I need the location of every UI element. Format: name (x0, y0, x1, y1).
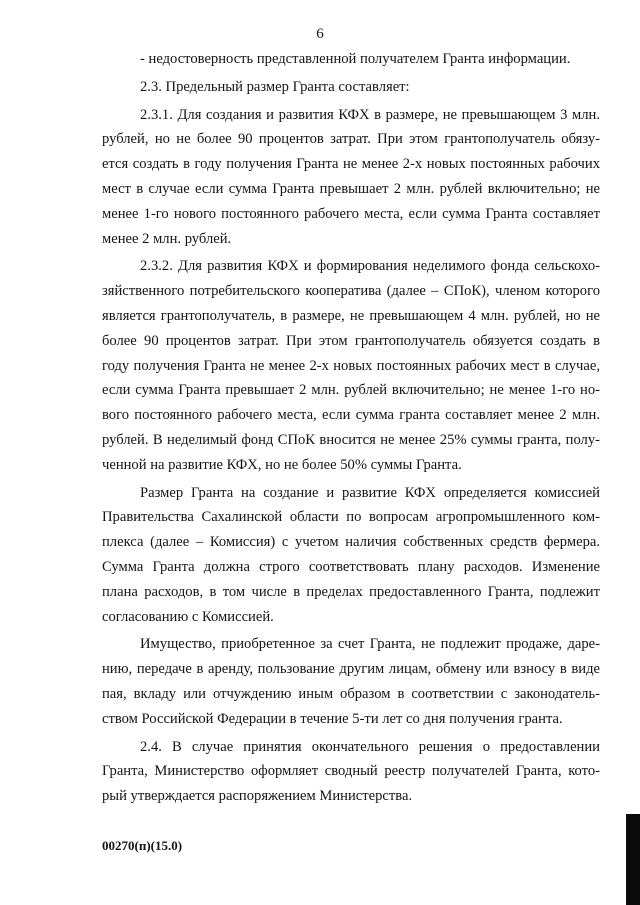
paragraph-2-3-heading (102, 75, 600, 100)
text-line: Сумма Гранта должна строго соответствовать плану расходов. Изменение (102, 558, 600, 575)
text-line: Имущество, приобретенное за счет Гранта, не подлежит продаже, даре- (140, 636, 600, 653)
text-line: 2.4. В случае принятия окончательного решения о предоставлении (140, 738, 600, 755)
scan-edge-mark (626, 814, 640, 905)
text-line: 2.3. Предельный размер Гранта составляет: (140, 78, 410, 95)
text-line: 2.3.2. Для развития КФХ и формирования неделимого фонда сельскохо- (140, 258, 600, 275)
text-line: более 90 процентов затрат. При этом грантополучатель обязуется создать в (102, 332, 600, 349)
text-line: плекса (далее – Комиссия) с учетом наличия собственных средств фермера. (102, 534, 600, 551)
text-line: мест в случае если сумма Гранта превышает 2 млн. рублей включительно; не (102, 180, 600, 197)
text-line: Размер Гранта на создание и развитие КФХ определяется комиссией (140, 484, 600, 501)
text-line: менее 1-го нового постоянного рабочего места, если сумма Гранта составляет (102, 205, 600, 222)
text-line: рублей, но не более 90 процентов затрат. При этом грантополучатель обязу- (102, 131, 600, 148)
paragraph-2-3-2 (102, 254, 600, 477)
text-line: рый утверждается распоряжением Министерства. (102, 788, 413, 805)
paragraph-unreliable-info (102, 47, 600, 72)
text-line: - недостоверность представленной получателем Гранта информации. (140, 51, 571, 67)
text-line: рублей. В неделимый фонд СПоК вносится не менее 25% суммы гранта, полу- (102, 431, 600, 448)
text-line: менее 2 млн. рублей. (102, 230, 232, 247)
text-line: зяйственного потребительского кооператива (далее – СПоК), членом которого (102, 283, 600, 300)
text-line: году получения Гранта не менее 2-х новых постоянных рабочих мест в случае, (102, 357, 600, 374)
text-line: если сумма Гранта превышает 2 млн. рублей включительно; не менее 1-го но- (102, 382, 600, 399)
text-line: пая, вкладу или отчуждению иным образом в соответствии с законодатель- (102, 685, 600, 702)
paragraph-2-4 (102, 735, 600, 809)
text-line: Правительства Сахалинской области по вопросам агропромышленного ком- (102, 509, 600, 526)
text-line: вого постоянного рабочего места, если сумма гранта составляет менее 2 млн. (102, 407, 600, 424)
document-body (102, 47, 600, 809)
paragraph-grant-size (102, 481, 600, 630)
paragraph-property (102, 632, 600, 731)
text-line: согласованию с Комиссией. (102, 608, 274, 625)
text-line: является грантополучатель, в размере, не превышающем 4 млн. рублей, но не (102, 307, 600, 324)
text-line: плана расходов, в том числе в пределах предоставленного Гранта, подлежит (102, 583, 600, 600)
text-line: нию, передаче в аренду, пользование другим лицам, обмену или взносу в виде (102, 661, 600, 678)
document-code: 00270(п)(15.0) (102, 838, 183, 853)
page-number: 6 (316, 26, 324, 42)
paragraph-2-3-1 (102, 103, 600, 252)
text-line: 2.3.1. Для создания и развития КФХ в размере, не превышающем 3 млн. (140, 106, 600, 123)
text-line: ченной на развитие КФХ, но не более 50% суммы Гранта. (102, 456, 462, 473)
text-line: ется создать в году получения Гранта не менее 2-х новых постоянных рабочих (102, 156, 600, 173)
text-line: Гранта, Министерство оформляет сводный реестр получателей Гранта, кото- (102, 763, 600, 780)
text-line: ством Российской Федерации в течение 5-ти лет со дня получения гранта. (102, 710, 563, 727)
